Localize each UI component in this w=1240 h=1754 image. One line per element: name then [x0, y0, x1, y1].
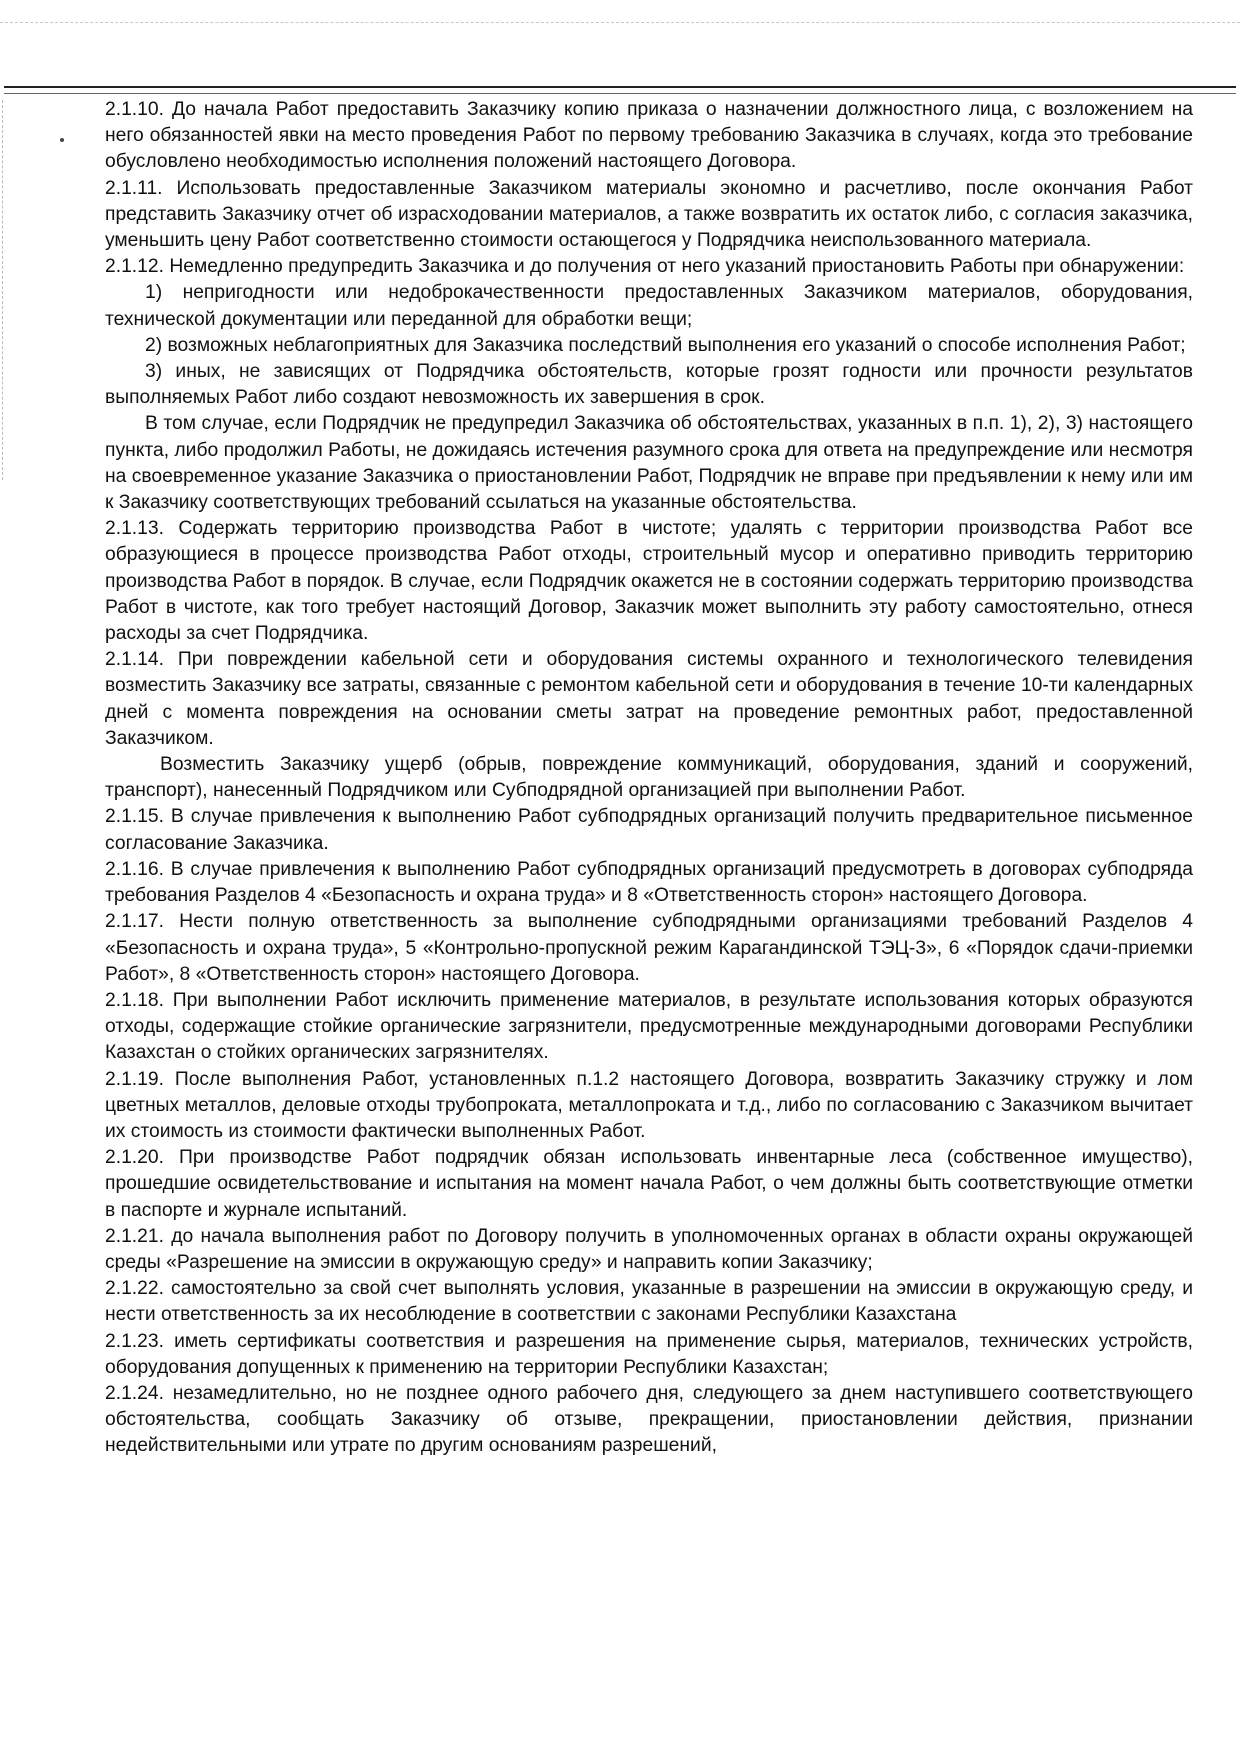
clause-2-1-19: 2.1.19. После выполнения Работ, установленных п.1.2 настоящего Договора, возвратить Заказчику стружку и лом цветных металлов, деловые отходы трубопроката, металлопроката и т.д., либо по согласованию с Заказчиком вычитает их стоимость из стоимости фактически выполненных Работ. — [105, 1068, 1193, 1142]
clause-2-1-12-item-1: 1) непригодности или недоброкачественности предоставленных Заказчиком материалов, оборудования, технической документации или переданной для обработки вещи; — [105, 282, 1193, 330]
header-rule-secondary — [4, 93, 1236, 94]
scan-edge-line — [0, 22, 1240, 23]
clause-2-1-12-item-3: 3) иных, не зависящих от Подрядчика обстоятельств, которые грозят годности или прочности результатов выполняемых Работ либо создают невозможность их завершения в срок. — [105, 361, 1193, 409]
clause-2-1-24: 2.1.24. незамедлительно, но не позднее одного рабочего дня, следующего за днем наступившего соответствующего обстоятельства, сообщать Заказчику об отзыве, прекращении, приостановлении действия, признании недействительными или утрате по другим основаниям разрешений, — [105, 1382, 1193, 1457]
clause-2-1-22: 2.1.22. самостоятельно за свой счет выполнять условия, указанные в разрешении на эмиссии в окружающую среду, и нести ответственность за их несоблюдение в соответствии с законами Республики Казахстана — [105, 1278, 1193, 1326]
clause-2-1-14-damages: Возместить Заказчику ущерб (обрыв, повреждение коммуникаций, оборудования, зданий и сооружений, транспорт), нанесенный Подрядчиком или Субподрядной организацией при выполнении Работ. — [105, 754, 1193, 802]
scan-speck — [60, 138, 64, 142]
clause-2-1-12: 2.1.12. Немедленно предупредить Заказчика и до получения от него указаний приостановить Работы при обнаружении: — [105, 256, 1185, 278]
header-rule — [4, 86, 1236, 88]
clause-2-1-12-note: В том случае, если Подрядчик не предупредил Заказчика об обстоятельствах, указанных в п.п. 1), 2), 3) настоящего пункта, либо продолжил Работы, не дожидаясь истечения разумного срока для ответа на предупреждение или несмотря на своевременное указание Заказчика о приостановлении Работ, Подрядчик не вправе при предъявлении к нему или им к Заказчику соответствующих требований ссылаться на указанные обстоятельства. — [105, 413, 1193, 514]
binding-margin-mark — [2, 100, 13, 480]
clause-2-1-20: 2.1.20. При производстве Работ подрядчик обязан использовать инвентарные леса (собственное имущество), прошедшие освидетельствование и испытания на момент начала Работ, о чем должны быть соответствующие отметки в паспорте и журнале испытаний. — [105, 1147, 1193, 1221]
clause-2-1-21: 2.1.21. до начала выполнения работ по Договору получить в уполномоченных органах в области охраны окружающей среды «Разрешение на эмиссии в окружающую среду» и направить копии Заказчику; — [105, 1225, 1193, 1273]
clause-2-1-10: 2.1.10. До начала Работ предоставить Заказчику копию приказа о назначении должностного лица, с возложением на него обязанностей явки на место проведения Работ по первому требованию Заказчика в случаях, когда это требование обусловлено необходимостью исполнения положений настоящего Договора. — [105, 99, 1193, 173]
clause-2-1-14: 2.1.14. При повреждении кабельной сети и оборудования системы охранного и технологического телевидения возместить Заказчику все затраты, связанные с ремонтом кабельной сети и оборудования в течение 10-ти календарных дней с момента повреждения на основании сметы затрат на проведение ремонтных работ, предоставленной Заказчиком. — [105, 649, 1193, 749]
clause-2-1-13: 2.1.13. Содержать территорию производства Работ в чистоте; удалять с территории производства Работ все образующиеся в процессе производства Работ отходы, строительный мусор и оперативно приводить территорию производства Работ в порядок. В случае, если Подрядчик окажется не в состоянии содержать территорию производства Работ в чистоте, как того требует настоящий Договор, Заказчик может выполнить эту работу самостоятельно, отнеся расходы за счет Подрядчика. — [105, 518, 1193, 645]
clause-2-1-18: 2.1.18. При выполнении Работ исключить применение материалов, в результате использования которых образуются отходы, содержащие стойкие органические загрязнители, предусмотренные международными договорами Республики Казахстан о стойких органических загрязнителях. — [105, 989, 1193, 1064]
clause-2-1-23: 2.1.23. иметь сертификаты соответствия и разрешения на применение сырья, материалов, технических устройств, оборудования допущенных к применению на территории Республики Казахстан; — [105, 1330, 1193, 1378]
clause-2-1-16: 2.1.16. В случае привлечения к выполнению Работ субподрядных организаций предусмотреть в договорах субподряда требования Разделов 4 «Безопасность и охрана труда» и 8 «Ответственность сторон» настоящего Договора. — [105, 858, 1193, 907]
clause-2-1-11: 2.1.11. Использовать предоставленные Заказчиком материалы экономно и расчетливо, после окончания Работ представить Заказчику отчет об израсходовании материалов, а также возвратить их остаток либо, с согласия заказчика, уменьшить цену Работ соответственно стоимости остающегося у Подрядчика неиспользованного материала. — [105, 177, 1193, 252]
document-body — [105, 97, 1193, 1460]
clause-2-1-17: 2.1.17. Нести полную ответственность за выполнение субподрядными организациями требований Разделов 4 «Безопасность и охрана труда», 5 «Контрольно-пропускной режим Карагандинской ТЭЦ-3», 6 «Порядок сдачи-приемки Работ», 8 «Ответственность сторон» настоящего Договора. — [105, 911, 1193, 985]
clause-2-1-15: 2.1.15. В случае привлечения к выполнению Работ субподрядных организаций получить предварительное письменное согласование Заказчика. — [105, 806, 1193, 854]
clause-2-1-12-item-2: 2) возможных неблагоприятных для Заказчика последствий выполнения его указаний о способе исполнения Работ; — [145, 334, 1186, 356]
